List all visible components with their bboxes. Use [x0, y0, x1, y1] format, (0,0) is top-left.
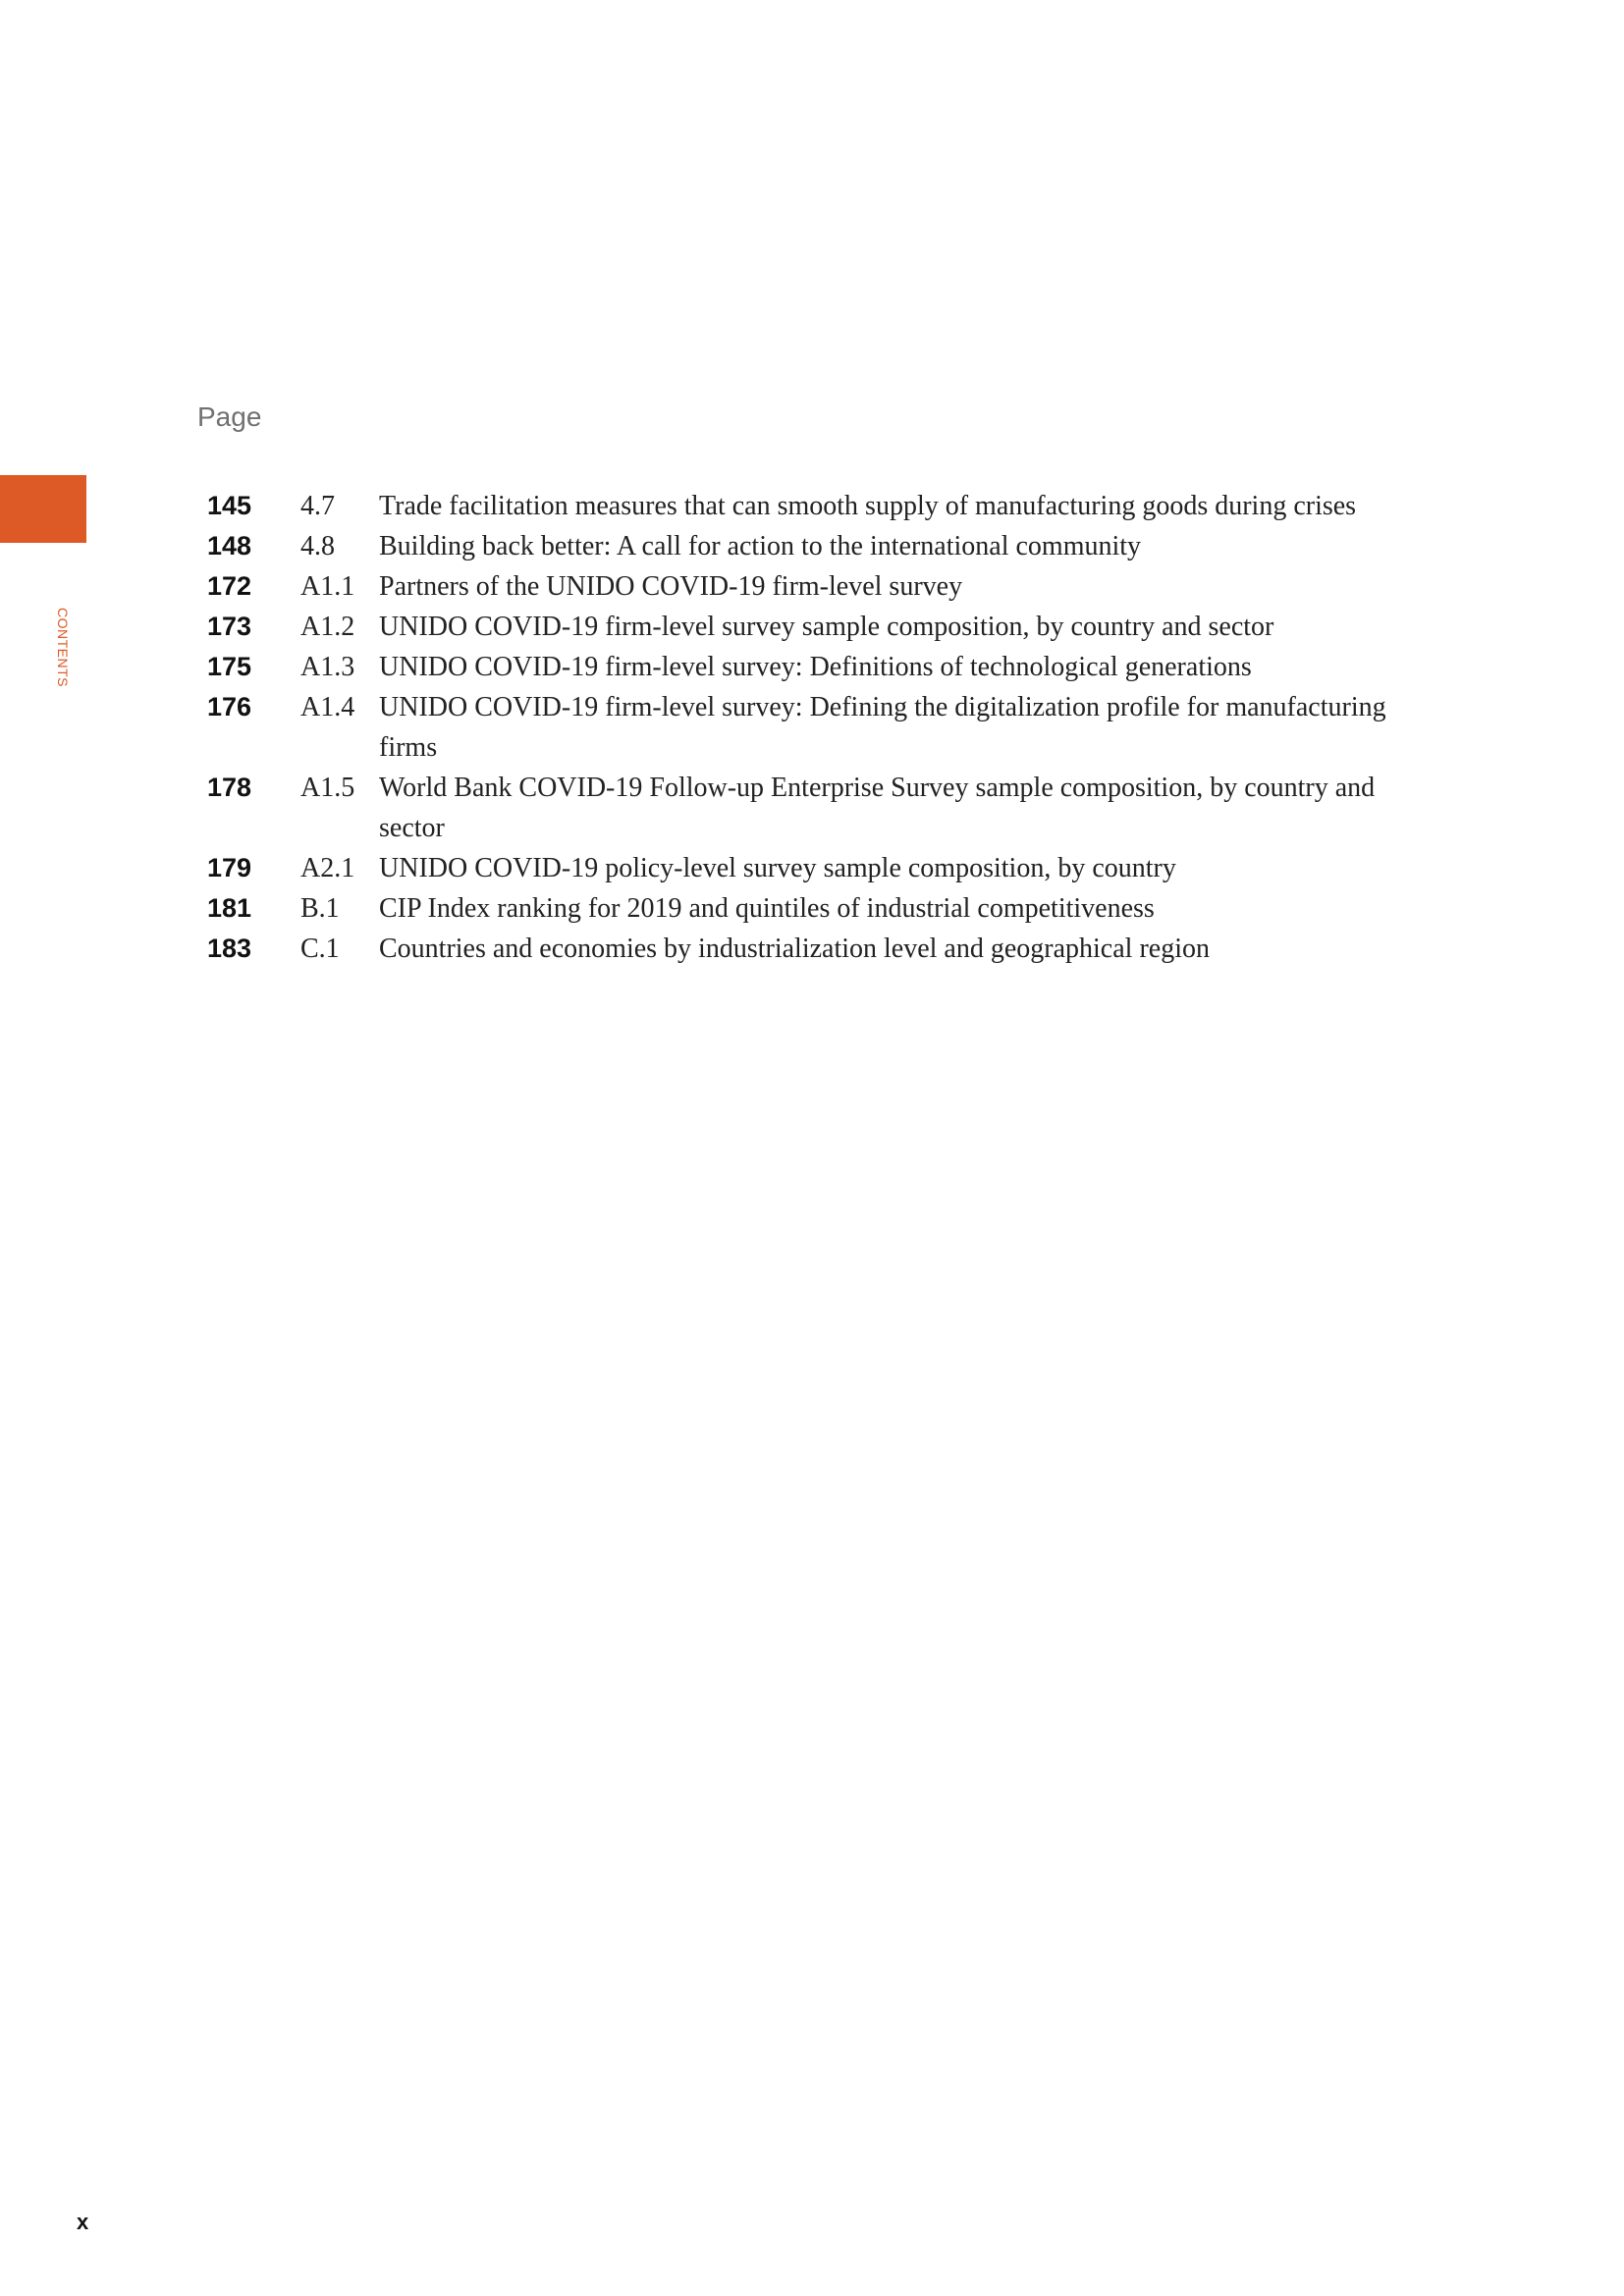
toc-item-number: A2.1 — [300, 853, 355, 883]
toc-item-title: UNIDO COVID-19 firm-level survey: Defining the digitalization profile for manufacturing firms — [379, 692, 1386, 763]
toc-page-number: 179 — [207, 853, 252, 882]
toc-entry[interactable] — [207, 768, 1435, 848]
toc-entry[interactable] — [207, 687, 1435, 768]
section-tab-marker — [0, 475, 86, 543]
toc-item-title: UNIDO COVID-19 firm-level survey: Definitions of technological generations — [379, 652, 1252, 682]
toc-entry[interactable] — [207, 929, 1435, 969]
toc-entry[interactable] — [207, 647, 1435, 687]
toc-entry[interactable] — [207, 888, 1435, 929]
toc-item-number: A1.5 — [300, 773, 355, 803]
toc-entry[interactable] — [207, 566, 1435, 607]
toc-page-number: 173 — [207, 612, 252, 641]
toc-item-title: Partners of the UNIDO COVID-19 firm-level survey — [379, 571, 963, 602]
toc-item-number: A1.3 — [300, 652, 355, 682]
toc-item-number: A1.1 — [300, 571, 355, 602]
toc-item-title: Building back better: A call for action to the international community — [379, 531, 1142, 561]
toc-item-number: A1.2 — [300, 612, 355, 642]
toc-item-title: CIP Index ranking for 2019 and quintiles of industrial competitiveness — [379, 893, 1155, 924]
section-label: CONTENTS — [55, 608, 71, 687]
toc-item-title: Trade facilitation measures that can smooth supply of manufacturing goods during crises — [379, 491, 1357, 521]
toc-item-number: C.1 — [300, 934, 340, 964]
toc-page-number: 178 — [207, 773, 252, 802]
toc-list — [207, 486, 1435, 969]
toc-page-number: 172 — [207, 571, 252, 601]
toc-item-title: Countries and economies by industrialization level and geographical region — [379, 934, 1210, 964]
toc-page-number: 145 — [207, 491, 252, 520]
toc-item-title: UNIDO COVID-19 firm-level survey sample composition, by country and sector — [379, 612, 1274, 642]
toc-item-number: A1.4 — [300, 692, 355, 722]
toc-item-number: B.1 — [300, 893, 340, 924]
toc-item-title: World Bank COVID-19 Follow-up Enterprise Survey sample composition, by country and sector — [379, 773, 1376, 843]
toc-page-number: 175 — [207, 652, 252, 681]
toc-item-title: UNIDO COVID-19 policy-level survey sample composition, by country — [379, 853, 1176, 883]
toc-page-number: 181 — [207, 893, 252, 923]
toc-page-number: 183 — [207, 934, 252, 963]
toc-entry[interactable] — [207, 607, 1435, 647]
toc-entry[interactable] — [207, 848, 1435, 888]
toc-item-number: 4.8 — [300, 531, 335, 561]
page-folio: x — [77, 2210, 89, 2234]
toc-page-number: 176 — [207, 692, 252, 721]
toc-item-number: 4.7 — [300, 491, 335, 521]
toc-entry[interactable] — [207, 486, 1435, 526]
toc-page-number: 148 — [207, 531, 252, 561]
page-column-heading: Page — [197, 401, 262, 432]
toc-entry[interactable] — [207, 526, 1435, 566]
